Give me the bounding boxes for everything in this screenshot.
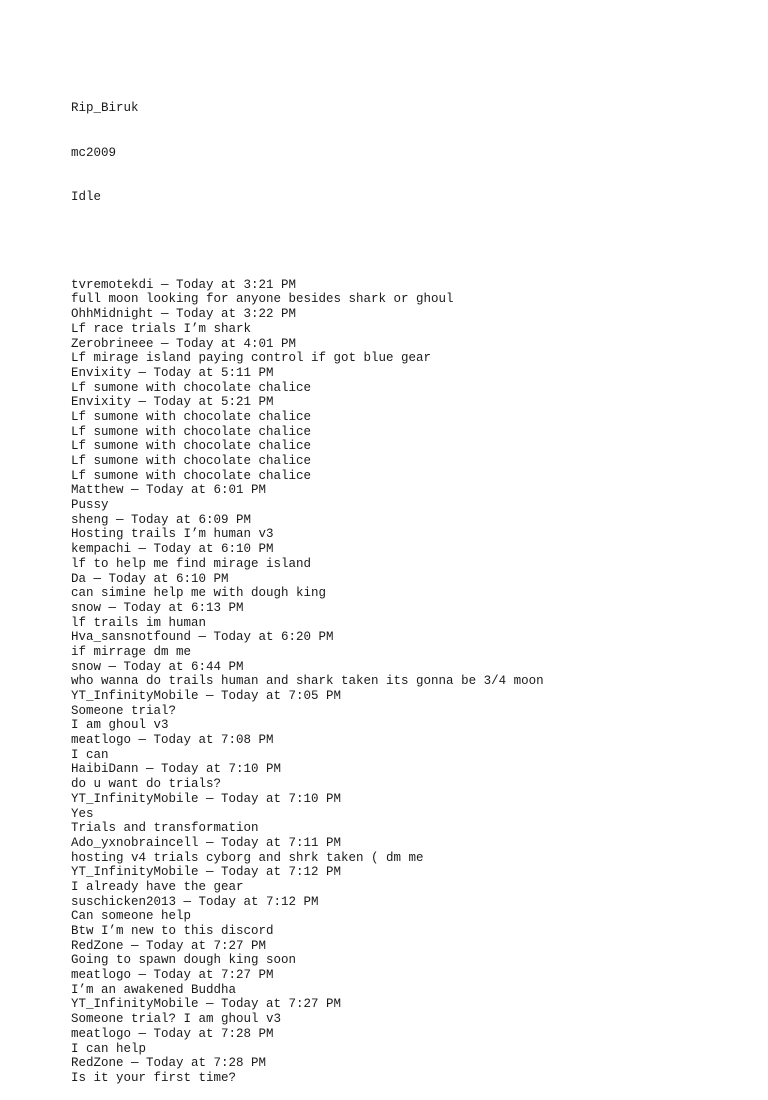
message-text: Yes bbox=[71, 806, 94, 821]
message-header: HaibiDann — Today at 7:10 PM bbox=[71, 762, 282, 777]
message-header: YT_InfinityMobile — Today at 7:10 PM bbox=[71, 791, 342, 806]
username: Rip_Biruk bbox=[71, 101, 139, 116]
message-text: Btw I’m new to this discord bbox=[71, 924, 274, 939]
message-text: lf trails im human bbox=[71, 615, 207, 630]
message-text: Lf sumone with chocolate chalice bbox=[71, 468, 312, 483]
message-header: tvremotekdi — Today at 3:21 PM bbox=[71, 277, 297, 292]
message-header: meatlogo — Today at 7:08 PM bbox=[71, 733, 274, 748]
message-text: Lf race trials I’m shark bbox=[71, 321, 252, 336]
message-text: Lf sumone with chocolate chalice bbox=[71, 454, 312, 469]
message-header: RedZone — Today at 7:27 PM bbox=[71, 938, 267, 953]
message-list bbox=[71, 278, 544, 1086]
chat-transcript bbox=[71, 72, 544, 1100]
message-text: I can help bbox=[71, 1041, 147, 1056]
message-header: meatlogo — Today at 7:27 PM bbox=[71, 968, 274, 983]
message-header: snow — Today at 6:13 PM bbox=[71, 600, 244, 615]
message-header: Zerobrineee — Today at 4:01 PM bbox=[71, 336, 297, 351]
message-header: RedZone — Today at 7:28 PM bbox=[71, 1056, 267, 1071]
message-text: I am ghoul v3 bbox=[71, 718, 169, 733]
message-header: YT_InfinityMobile — Today at 7:27 PM bbox=[71, 997, 342, 1012]
spacer bbox=[71, 234, 544, 249]
message-text: Someone trial? bbox=[71, 703, 177, 718]
user-tag: mc2009 bbox=[71, 145, 117, 160]
message-text: Hosting trails I’m human v3 bbox=[71, 527, 274, 542]
message-text: can simine help me with dough king bbox=[71, 586, 327, 601]
message-text: I can bbox=[71, 747, 109, 762]
message-header: YT_InfinityMobile — Today at 7:05 PM bbox=[71, 689, 342, 704]
message-text: Lf mirage island paying control if got blue gear bbox=[71, 351, 432, 366]
message-header: YT_InfinityMobile — Today at 7:12 PM bbox=[71, 865, 342, 880]
message-text: Can someone help bbox=[71, 909, 192, 924]
message-header: snow — Today at 6:44 PM bbox=[71, 659, 244, 674]
message-text: do u want do trials? bbox=[71, 777, 222, 792]
message-header: Da — Today at 6:10 PM bbox=[71, 571, 229, 586]
message-text: Trials and transformation bbox=[71, 821, 259, 836]
message-text: full moon looking for anyone besides shark or ghoul bbox=[71, 292, 454, 307]
message-header: Envixity — Today at 5:21 PM bbox=[71, 395, 274, 410]
message-text: Is it your first time? bbox=[71, 1070, 237, 1085]
message-text: Going to spawn dough king soon bbox=[71, 953, 297, 968]
message-header: Envixity — Today at 5:11 PM bbox=[71, 365, 274, 380]
message-header: kempachi — Today at 6:10 PM bbox=[71, 542, 274, 557]
message-text: hosting v4 trials cyborg and shrk taken ( dm me bbox=[71, 850, 424, 865]
message-header: meatlogo — Today at 7:28 PM bbox=[71, 1026, 274, 1041]
message-text: lf to help me find mirage island bbox=[71, 556, 312, 571]
message-header: sheng — Today at 6:09 PM bbox=[71, 512, 252, 527]
message-header: Ado_yxnobraincell — Today at 7:11 PM bbox=[71, 835, 342, 850]
message-text: Lf sumone with chocolate chalice bbox=[71, 439, 312, 454]
message-header: Matthew — Today at 6:01 PM bbox=[71, 483, 267, 498]
message-text: Lf sumone with chocolate chalice bbox=[71, 424, 312, 439]
message-text: Lf sumone with chocolate chalice bbox=[71, 409, 312, 424]
message-header: Hva_sansnotfound — Today at 6:20 PM bbox=[71, 630, 334, 645]
message-text: I already have the gear bbox=[71, 879, 244, 894]
user-status: Idle bbox=[71, 189, 102, 204]
message-text: Pussy bbox=[71, 498, 109, 513]
message-text: if mirrage dm me bbox=[71, 644, 192, 659]
message-text: Someone trial? I am ghoul v3 bbox=[71, 1012, 282, 1027]
message-text: who wanna do trails human and shark taken its gonna be 3/4 moon bbox=[71, 674, 544, 689]
message-text: Lf sumone with chocolate chalice bbox=[71, 380, 312, 395]
message-text: I’m an awakened Buddha bbox=[71, 982, 237, 997]
message-header: OhhMidnight — Today at 3:22 PM bbox=[71, 307, 297, 322]
message-header: suschicken2013 — Today at 7:12 PM bbox=[71, 894, 319, 909]
